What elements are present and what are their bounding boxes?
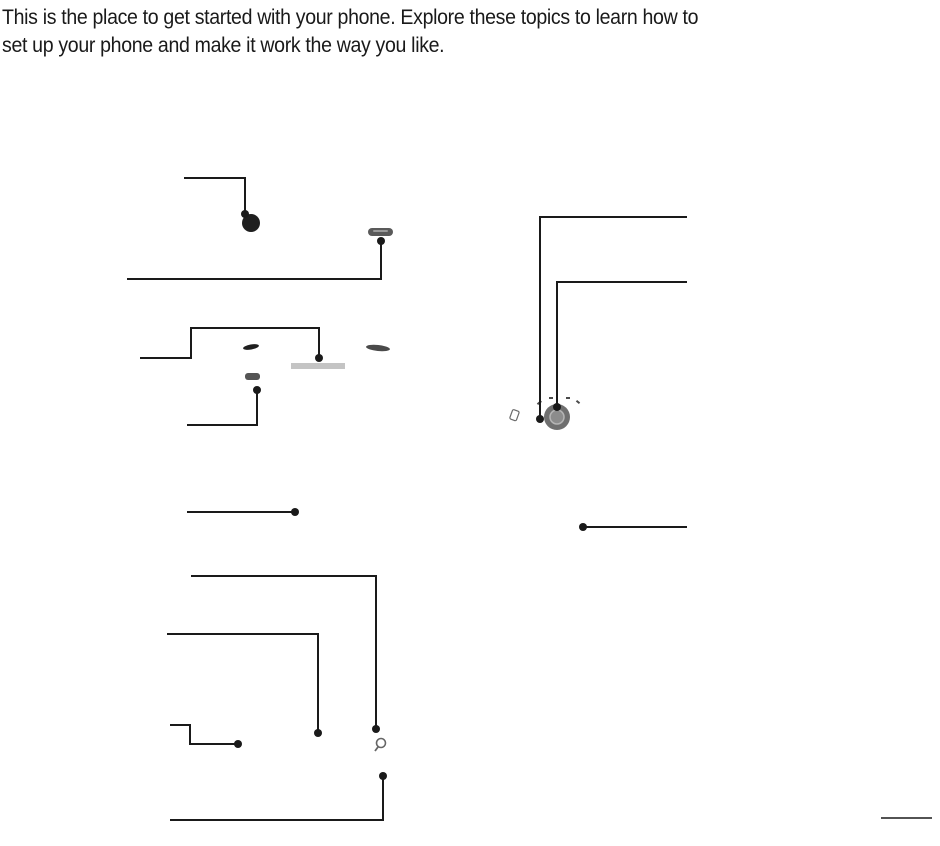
phone-parts <box>242 214 580 751</box>
callout-side-button <box>127 241 381 279</box>
callout-send-key <box>167 634 318 733</box>
callout-earpiece <box>184 178 245 214</box>
side-button-highlight <box>373 230 388 232</box>
callout-center-key <box>187 390 257 425</box>
right-soft-key-icon <box>366 344 390 352</box>
callout-end-key <box>170 725 238 744</box>
speaker-grille <box>291 363 345 369</box>
intro-line-2: set up your phone and make it work the way you like. <box>2 34 445 57</box>
right-callouts <box>536 217 687 531</box>
intro-line-1: This is the place to get started with your phone. Explore these topics to learn how to <box>2 6 699 29</box>
left-callouts <box>127 178 387 820</box>
callout-microphone <box>170 776 383 820</box>
callout-navigation-key <box>557 282 687 407</box>
search-key-icon <box>375 739 386 752</box>
camera-icon <box>509 409 519 421</box>
center-key-icon <box>245 373 260 380</box>
left-soft-key-icon <box>243 343 260 351</box>
callout-search-key <box>191 576 376 729</box>
callout-soft-keys <box>140 328 319 358</box>
callout-camera <box>540 217 687 419</box>
